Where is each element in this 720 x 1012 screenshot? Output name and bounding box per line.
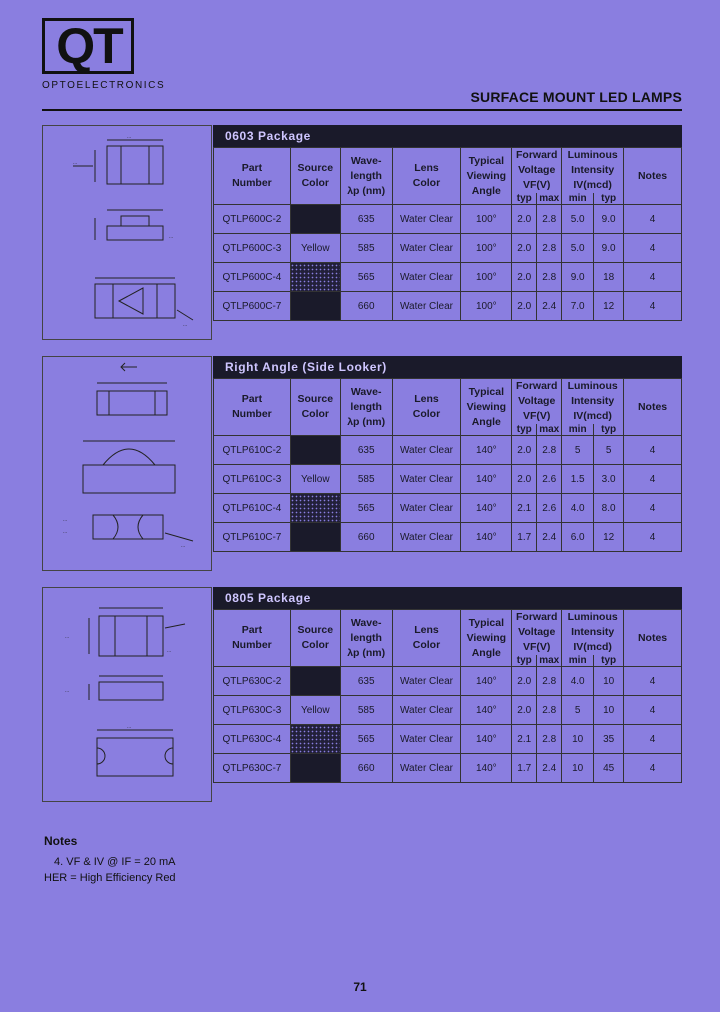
iv-typ: 18 (594, 263, 624, 292)
vf-typ: 2.0 (512, 205, 537, 234)
table-row (214, 436, 682, 465)
iv-typ: 45 (594, 754, 624, 783)
col-angle: Typical Viewing Angle (461, 379, 512, 436)
table-row (214, 523, 682, 552)
source-color: Yellow (290, 465, 340, 494)
col-vf: Forward Voltage VF(V) (512, 610, 562, 656)
svg-text:...: ... (65, 688, 70, 694)
part-number: QTLP630C-3 (214, 696, 291, 725)
notes-title: Notes (44, 834, 78, 848)
lens-color: Water Clear (392, 465, 461, 494)
col-part: Part Number (214, 379, 291, 436)
part-number: QTLP600C-7 (214, 292, 291, 321)
vf-typ: 2.1 (512, 494, 537, 523)
iv-typ: 9.0 (594, 205, 624, 234)
sub-min: min (562, 424, 594, 436)
col-iv: Luminous Intensity IV(mcd) (562, 610, 624, 656)
viewing-angle: 140° (461, 696, 512, 725)
vf-typ: 2.0 (512, 263, 537, 292)
lens-color: Water Clear (392, 205, 461, 234)
wavelength: 635 (340, 436, 392, 465)
iv-min: 5 (562, 696, 594, 725)
source-color (290, 667, 340, 696)
source-color: Yellow (290, 696, 340, 725)
iv-typ: 8.0 (594, 494, 624, 523)
vf-max: 2.8 (537, 696, 562, 725)
part-number: QTLP630C-7 (214, 754, 291, 783)
drawing-0805-svg (43, 588, 211, 801)
col-iv: Luminous Intensity IV(mcd) (562, 148, 624, 194)
sub-typ: typ (594, 193, 624, 205)
table-row (214, 234, 682, 263)
svg-text:...: ... (63, 529, 68, 535)
vf-max: 2.6 (537, 465, 562, 494)
page-number: 71 (353, 980, 367, 994)
iv-min: 9.0 (562, 263, 594, 292)
wavelength: 660 (340, 523, 392, 552)
svg-text:...: ... (127, 134, 132, 140)
table-row (214, 292, 682, 321)
table-row (214, 754, 682, 783)
viewing-angle: 140° (461, 725, 512, 754)
col-lens: Lens Color (392, 610, 461, 667)
notes-ref: 4 (624, 292, 682, 321)
table-row (214, 465, 682, 494)
iv-typ: 10 (594, 696, 624, 725)
lens-color: Water Clear (392, 234, 461, 263)
col-lens: Lens Color (392, 379, 461, 436)
col-part: Part Number (214, 148, 291, 205)
iv-typ: 12 (594, 523, 624, 552)
wavelength: 635 (340, 667, 392, 696)
iv-min: 7.0 (562, 292, 594, 321)
logo-subtitle: OPTOELECTRONICS (42, 80, 166, 91)
col-wave: Wave- length λp (nm) (340, 610, 392, 667)
part-number: QTLP610C-7 (214, 523, 291, 552)
col-lens: Lens Color (392, 148, 461, 205)
col-iv: Luminous Intensity IV(mcd) (562, 379, 624, 425)
drawing-0603-svg (43, 126, 211, 339)
col-angle: Typical Viewing Angle (461, 610, 512, 667)
sub-typ: typ (512, 424, 537, 436)
iv-min: 10 (562, 754, 594, 783)
drawing-side-looker-svg (43, 357, 211, 570)
col-vf: Forward Voltage VF(V) (512, 379, 562, 425)
col-wave: Wave- length λp (nm) (340, 148, 392, 205)
wavelength: 565 (340, 725, 392, 754)
svg-text:...: ... (73, 160, 78, 166)
package-drawing-0805 (42, 587, 212, 802)
lens-color: Water Clear (392, 696, 461, 725)
table-row (214, 667, 682, 696)
wavelength: 565 (340, 263, 392, 292)
vf-max: 2.8 (537, 234, 562, 263)
vf-max: 2.4 (537, 523, 562, 552)
lens-color: Water Clear (392, 263, 461, 292)
vf-max: 2.8 (537, 436, 562, 465)
vf-typ: 2.0 (512, 234, 537, 263)
iv-min: 6.0 (562, 523, 594, 552)
sub-typ: typ (512, 193, 537, 205)
iv-typ: 9.0 (594, 234, 624, 263)
viewing-angle: 140° (461, 754, 512, 783)
qt-logo (42, 18, 166, 100)
viewing-angle: 140° (461, 436, 512, 465)
vf-typ: 2.0 (512, 667, 537, 696)
viewing-angle: 140° (461, 667, 512, 696)
spec-table-0603 (213, 147, 682, 321)
col-notes: Notes (624, 379, 682, 436)
vf-max: 2.6 (537, 494, 562, 523)
col-source: Source Color (290, 379, 340, 436)
lens-color: Water Clear (392, 292, 461, 321)
table-row (214, 696, 682, 725)
lens-color: Water Clear (392, 725, 461, 754)
part-number: QTLP600C-4 (214, 263, 291, 292)
col-wave: Wave- length λp (nm) (340, 379, 392, 436)
sub-max: max (537, 424, 562, 436)
vf-max: 2.8 (537, 205, 562, 234)
notes-ref: 4 (624, 523, 682, 552)
part-number: QTLP630C-2 (214, 667, 291, 696)
iv-typ: 3.0 (594, 465, 624, 494)
iv-min: 5 (562, 436, 594, 465)
header-rule (42, 109, 682, 111)
col-angle: Typical Viewing Angle (461, 148, 512, 205)
vf-typ: 2.0 (512, 292, 537, 321)
source-color (290, 754, 340, 783)
notes-ref: 4 (624, 263, 682, 292)
svg-text:...: ... (127, 724, 132, 730)
source-color (290, 205, 340, 234)
col-notes: Notes (624, 148, 682, 205)
spec-table-side-looker (213, 378, 682, 552)
iv-typ: 12 (594, 292, 624, 321)
vf-max: 2.4 (537, 754, 562, 783)
source-color (290, 523, 340, 552)
wavelength: 585 (340, 234, 392, 263)
note-line-her: HER = High Efficiency Red (44, 872, 176, 884)
notes-ref: 4 (624, 436, 682, 465)
wavelength: 635 (340, 205, 392, 234)
part-number: QTLP610C-3 (214, 465, 291, 494)
col-vf: Forward Voltage VF(V) (512, 148, 562, 194)
sub-max: max (537, 655, 562, 667)
section-title: 0805 Package (213, 587, 682, 609)
spec-table-0805 (213, 609, 682, 783)
viewing-angle: 100° (461, 234, 512, 263)
lens-color: Water Clear (392, 667, 461, 696)
note-line-4: 4. VF & IV @ IF = 20 mA (54, 856, 176, 868)
col-source: Source Color (290, 148, 340, 205)
notes-ref: 4 (624, 667, 682, 696)
sub-max: max (537, 193, 562, 205)
sub-typ: typ (594, 424, 624, 436)
sub-typ: typ (594, 655, 624, 667)
lens-color: Water Clear (392, 754, 461, 783)
notes-ref: 4 (624, 234, 682, 263)
vf-typ: 1.7 (512, 754, 537, 783)
package-drawing-side-looker (42, 356, 212, 571)
part-number: QTLP600C-2 (214, 205, 291, 234)
vf-typ: 1.7 (512, 523, 537, 552)
lens-color: Water Clear (392, 436, 461, 465)
sub-min: min (562, 193, 594, 205)
svg-text:...: ... (183, 322, 188, 328)
viewing-angle: 140° (461, 523, 512, 552)
sub-typ: typ (512, 655, 537, 667)
vf-typ: 2.0 (512, 696, 537, 725)
notes-ref: 4 (624, 205, 682, 234)
wavelength: 585 (340, 465, 392, 494)
vf-typ: 2.0 (512, 436, 537, 465)
page-title: SURFACE MOUNT LED LAMPS (470, 89, 682, 105)
notes-ref: 4 (624, 465, 682, 494)
wavelength: 565 (340, 494, 392, 523)
iv-min: 5.0 (562, 234, 594, 263)
wavelength: 585 (340, 696, 392, 725)
vf-max: 2.8 (537, 725, 562, 754)
part-number: QTLP630C-4 (214, 725, 291, 754)
wavelength: 660 (340, 754, 392, 783)
vf-typ: 2.0 (512, 465, 537, 494)
svg-text:...: ... (167, 648, 172, 654)
part-number: QTLP600C-3 (214, 234, 291, 263)
svg-text:...: ... (63, 517, 68, 523)
source-color (290, 263, 340, 292)
col-notes: Notes (624, 610, 682, 667)
package-drawing-0603 (42, 125, 212, 340)
part-number: QTLP610C-2 (214, 436, 291, 465)
part-number: QTLP610C-4 (214, 494, 291, 523)
sub-min: min (562, 655, 594, 667)
viewing-angle: 100° (461, 263, 512, 292)
iv-min: 10 (562, 725, 594, 754)
vf-max: 2.8 (537, 263, 562, 292)
section-title: Right Angle (Side Looker) (213, 356, 682, 378)
iv-typ: 5 (594, 436, 624, 465)
iv-min: 4.0 (562, 667, 594, 696)
vf-max: 2.4 (537, 292, 562, 321)
viewing-angle: 140° (461, 494, 512, 523)
iv-min: 1.5 (562, 465, 594, 494)
viewing-angle: 140° (461, 465, 512, 494)
iv-min: 5.0 (562, 205, 594, 234)
lens-color: Water Clear (392, 494, 461, 523)
notes-ref: 4 (624, 696, 682, 725)
iv-typ: 35 (594, 725, 624, 754)
viewing-angle: 100° (461, 205, 512, 234)
logo-letters: QT (56, 18, 122, 74)
svg-text:...: ... (65, 634, 70, 640)
table-row (214, 205, 682, 234)
vf-typ: 2.1 (512, 725, 537, 754)
table-row (214, 263, 682, 292)
source-color: Yellow (290, 234, 340, 263)
wavelength: 660 (340, 292, 392, 321)
notes-ref: 4 (624, 754, 682, 783)
notes-ref: 4 (624, 725, 682, 754)
source-color (290, 436, 340, 465)
table-row (214, 725, 682, 754)
vf-max: 2.8 (537, 667, 562, 696)
iv-min: 4.0 (562, 494, 594, 523)
source-color (290, 725, 340, 754)
viewing-angle: 100° (461, 292, 512, 321)
source-color (290, 494, 340, 523)
col-part: Part Number (214, 610, 291, 667)
lens-color: Water Clear (392, 523, 461, 552)
svg-text:...: ... (169, 234, 174, 240)
table-row (214, 494, 682, 523)
iv-typ: 10 (594, 667, 624, 696)
col-source: Source Color (290, 610, 340, 667)
section-title: 0603 Package (213, 125, 682, 147)
notes-ref: 4 (624, 494, 682, 523)
svg-text:...: ... (181, 543, 186, 549)
source-color (290, 292, 340, 321)
